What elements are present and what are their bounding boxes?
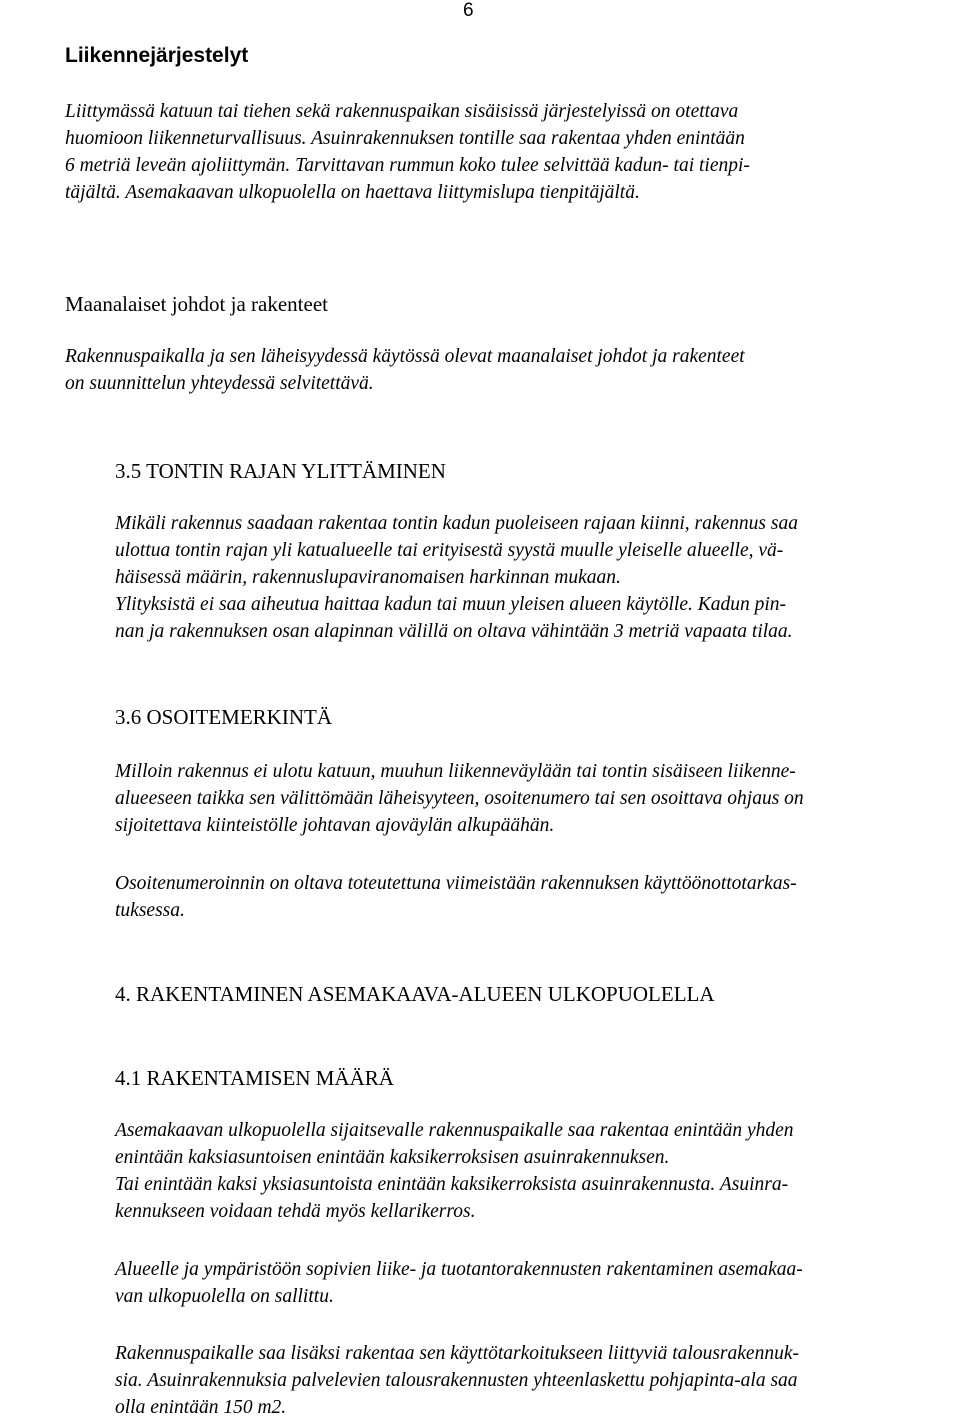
text-line: Ylityksistä ei saa aiheutua haittaa kadun tai muun yleisen alueen käytölle. Kadun pin- — [115, 594, 787, 615]
text-line: Alueelle ja ympäristöön sopivien liike- ja tuotantorakennusten rakentaminen asemakaa- — [115, 1259, 803, 1280]
text-line: sia. Asuinrakennuksia palvelevien talousrakennusten yhteenlaskettu pohjapinta-ala saa — [115, 1370, 798, 1391]
page-number: 6 — [463, 0, 474, 21]
heading-3-5: 3.5 TONTIN RAJAN YLITTÄMINEN — [115, 459, 446, 483]
text-line: 6 metriä leveän ajoliittymän. Tarvittavan rummun koko tulee selvittää kadun- tai tienpi- — [65, 155, 750, 176]
text-line: Liittymässä katuun tai tiehen sekä rakennuspaikan sisäisissä järjestelyissä on otettava — [65, 101, 739, 122]
heading-underground: Maanalaiset johdot ja rakenteet — [65, 292, 328, 316]
text-line: Mikäli rakennus saadaan rakentaa tontin kadun puoleiseen rajaan kiinni, rakennus saa — [115, 513, 798, 534]
text-line: kennukseen voidaan tehdä myös kellarikerros. — [115, 1201, 476, 1222]
paragraph-4-1-a — [115, 1117, 794, 1225]
paragraph-underground — [65, 343, 745, 397]
text-line: tuksessa. — [115, 900, 185, 921]
text-line: Rakennuspaikalla ja sen läheisyydessä käytössä olevat maanalaiset johdot ja rakenteet — [65, 346, 745, 367]
text-line: täjältä. Asemakaavan ulkopuolella on haettava liittymislupa tienpitäjältä. — [65, 182, 640, 203]
text-line: van ulkopuolella on sallittu. — [115, 1286, 334, 1307]
text-line: sijoitettava kiinteistölle johtavan ajoväylän alkupäähän. — [115, 815, 555, 836]
paragraph-4-1-b — [115, 1256, 803, 1310]
text-line: Rakennuspaikalle saa lisäksi rakentaa sen käyttötarkoitukseen liittyviä talousrakennuk- — [115, 1343, 799, 1364]
text-line: Osoitenumeroinnin on oltava toteutettuna viimeistään rakennuksen käyttöönottotarkas- — [115, 873, 797, 894]
text-line: ulottua tontin rajan yli katualueelle tai erityisestä syystä muulle yleiselle alueelle, vä- — [115, 540, 784, 561]
text-line: häisessä määrin, rakennuslupaviranomaisen harkinnan mukaan. — [115, 567, 621, 588]
paragraph-3-6-b — [115, 870, 797, 924]
heading-3-6: 3.6 OSOITEMERKINTÄ — [115, 705, 332, 729]
text-line: enintään kaksiasuntoisen enintään kaksikerroksisen asuinrakennuksen. — [115, 1147, 670, 1168]
paragraph-4-1-c — [115, 1340, 799, 1421]
paragraph-3-5 — [115, 510, 798, 645]
text-line: nan ja rakennuksen osan alapinnan välillä on oltava vähintään 3 metriä vapaata tilaa. — [115, 621, 793, 642]
text-line: huomioon liikenneturvallisuus. Asuinrakennuksen tontille saa rakentaa yhden enintään — [65, 128, 745, 149]
heading-4: 4. RAKENTAMINEN ASEMAKAAVA-ALUEEN ULKOPUOLELLA — [115, 982, 715, 1006]
text-line: Tai enintään kaksi yksiasuntoista enintään kaksikerroksista asuinrakennusta. Asuinra- — [115, 1174, 789, 1195]
paragraph-3-6-a — [115, 758, 804, 839]
heading-traffic: Liikennejärjestelyt — [65, 44, 249, 67]
heading-4-1: 4.1 RAKENTAMISEN MÄÄRÄ — [115, 1066, 394, 1090]
text-line: olla enintään 150 m2. — [115, 1397, 287, 1418]
text-line: Asemakaavan ulkopuolella sijaitsevalle rakennuspaikalle saa rakentaa enintään yhden — [115, 1120, 794, 1141]
text-line: alueeseen taikka sen välittömään läheisyyteen, osoitenumero tai sen osoittava ohjaus on — [115, 788, 804, 809]
text-line: on suunnittelun yhteydessä selvitettävä. — [65, 373, 374, 394]
paragraph-traffic — [65, 98, 750, 206]
text-line: Milloin rakennus ei ulotu katuun, muuhun liikenneväylään tai tontin sisäiseen liikenne- — [115, 761, 796, 782]
